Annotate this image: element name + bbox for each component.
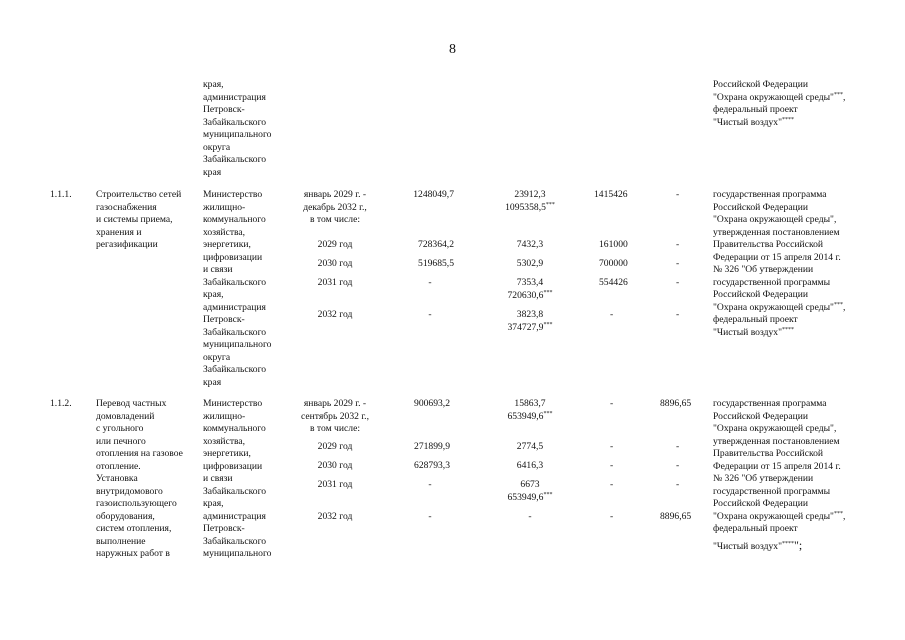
year-federal [490,309,570,334]
year-other: - [676,239,680,250]
cell-line: в том числе: [309,214,360,225]
cell-line: энергетики, [203,239,251,250]
cell-line: газоснабжения [96,201,157,213]
year-federal: 5302,9 [516,258,544,269]
line-text: "Чистый воздух" [713,116,782,128]
cell-line: энергетики, [203,448,251,459]
footnote-mark: *** [545,201,555,208]
cell-line: систем отопления, [96,523,172,534]
year-regional: - [610,309,614,320]
cell-line: 15863,7 [514,398,546,409]
year-label: 2031 год [317,277,353,288]
cell-line: муниципального [203,339,272,350]
row-regional-funds: 1415426 [594,189,628,200]
cell-line: края [203,376,222,388]
cell-line: Министерство [203,398,263,409]
cell-line [713,511,845,524]
line-text: "Чистый воздух" [713,326,782,338]
cell-line: Забайкальского [203,154,267,165]
year-regional: 161000 [599,239,628,250]
cell-line: 3823,8 [516,309,544,320]
row-program [713,398,845,553]
cell-line: 6673 [520,479,540,490]
cell-line: "Охрана окружающей среды", [713,423,837,434]
cell-line: в том числе: [309,423,360,434]
cell-line: округа [203,141,231,153]
row-other-funds: 8896,65 [660,398,692,409]
cell-line: муниципального [203,548,272,559]
cell-line: администрация [203,301,266,313]
row-regional-funds: - [610,398,614,409]
year-federal: 2774,5 [516,441,544,452]
year-total: 271899,9 [414,441,450,452]
line-text: 374727,9 [507,321,544,333]
cell-line: Петровск- [203,104,245,115]
cell-line: Российской Федерации [713,410,808,422]
line-text: "Чистый воздух" [713,540,782,552]
footnote-mark: *** [833,510,843,517]
cell-line: Правительства Российской [713,239,824,250]
year-other: - [676,258,680,269]
cell-line [490,492,570,505]
footnote-mark: **** [781,326,794,333]
cell-line: жилищно- [203,201,246,213]
row-total: 1248049,7 [413,189,454,200]
year-federal: 6416,3 [516,460,544,471]
cell-line: Строительство сетей [96,189,182,200]
row-period [290,189,380,227]
cell-line: и связи [203,264,233,275]
line-suffix: , [842,91,846,103]
cell-line: утвержденная постановлением [713,435,840,447]
row-period [290,398,380,436]
year-total: - [428,479,432,490]
cell-line [713,327,845,340]
cell-line: Российской Федерации [713,289,808,300]
year-total: 628793,3 [414,460,450,471]
closing-mark: "; [793,537,803,552]
cell-line: цифровизации [203,460,263,472]
cell-line [490,411,570,424]
year-label: 2029 год [317,441,353,452]
year-label: 2030 год [317,258,353,269]
cell-line: отопления на газовое [96,448,183,459]
year-label: 2031 год [317,479,353,490]
year-regional: 554426 [599,277,628,288]
year-federal [490,479,570,504]
cell-line: Забайкальского [203,326,267,338]
row-total: 900693,2 [414,398,450,409]
cell-line: № 326 "Об утверждении [713,264,814,275]
cell-line: "Охрана окружающей среды", [713,214,837,225]
cell-line: муниципального [203,129,272,140]
row-name [96,398,183,561]
cell-line: Российской Федерации [713,79,808,90]
cell-line: внутридомового [96,485,163,497]
row-name [96,189,181,252]
cell-line: Петровск- [203,523,245,534]
cell-line: оборудования, [96,510,155,522]
cell-line: выполнение [96,535,146,547]
cell-line: края, [203,289,224,300]
line-text: 653949,6 [507,491,544,503]
row-executor [203,398,271,561]
cell-line: и связи [203,473,233,484]
year-total: - [428,511,432,522]
cell-line: Правительства Российской [713,448,824,459]
cell-line: утвержденная постановлением [713,226,840,238]
line-text: "Охрана окружающей среды" [713,510,834,522]
year-regional: - [610,511,614,522]
cell-line: 7353,4 [516,277,544,288]
cell-line: федеральный проект [713,104,798,115]
cell-line: Федерации от 15 апреля 2014 г. [713,460,841,472]
footnote-mark: *** [833,301,843,308]
cell-line: жилищно- [203,410,246,422]
cell-line: отопление. [96,460,141,472]
cell-line: государственной программы [713,485,831,497]
year-label: 2029 год [317,239,353,250]
cell-line: Федерации от 15 апреля 2014 г. [713,251,841,263]
cell-line: № 326 "Об утверждении [713,473,814,484]
cell-line: администрация [203,510,266,522]
cell-line: газоиспользующего [96,498,177,509]
cell-line: края [203,166,222,178]
cell-line: Российской Федерации [713,498,808,509]
cell-line: федеральный проект [713,523,798,534]
cell-line: регазификации [96,239,158,250]
cell-line: сентябрь 2032 г., [301,410,369,422]
year-regional: - [610,460,614,471]
cell-line [713,539,845,554]
cell-line: округа [203,351,231,363]
footnote-mark: *** [543,491,553,498]
year-label: 2032 год [317,309,353,320]
cell-line: Забайкальского [203,364,267,375]
year-total: 519685,5 [418,258,454,269]
cell-line: или печного [96,435,146,447]
year-other: - [676,277,680,288]
cell-line: Петровск- [203,314,245,325]
year-other: - [676,441,680,452]
year-regional: - [610,441,614,452]
year-total: - [428,309,432,320]
cell-line: Забайкальского [203,485,267,497]
line-suffix: , [842,301,846,313]
cell-line: хозяйства, [203,226,246,238]
cell-line: государственная программа [713,189,827,200]
year-federal: - [528,511,532,522]
cell-line: январь 2029 г. - [303,189,367,200]
footnote-mark: **** [781,116,794,123]
year-other: - [676,460,680,471]
footnote-mark: *** [833,91,843,98]
cell-line: цифровизации [203,251,263,263]
cell-line: Министерство [203,189,263,200]
cell-line [490,202,570,215]
top-program-cell [713,79,845,129]
year-other: 8896,65 [660,511,692,522]
cell-line [490,290,570,303]
top-executor-cell [203,79,271,179]
year-federal [490,277,570,302]
row-executor [203,189,271,389]
cell-line: государственной программы [713,276,831,288]
line-text: 653949,6 [507,410,544,422]
year-label: 2032 год [317,511,353,522]
footnote-mark: *** [543,289,553,296]
cell-line: и системы приема, [96,214,173,225]
year-regional: - [610,479,614,490]
cell-line: декабрь 2032 г., [303,201,367,213]
cell-line: края, [203,498,224,509]
year-regional: 700000 [599,258,628,269]
year-label: 2030 год [317,460,353,471]
cell-line: Забайкальского [203,535,267,547]
cell-line: Забайкальского [203,116,267,128]
row-other-funds: - [676,189,680,200]
row-program [713,189,845,339]
cell-line: края, [203,79,224,90]
cell-line: домовладений [96,410,155,422]
cell-line [713,302,845,315]
row-number: 1.1.1. [50,189,72,200]
cell-line: 23912,3 [514,189,546,200]
year-other: - [676,309,680,320]
cell-line: с угольного [96,423,144,434]
cell-line: хранения и [96,226,142,238]
line-text: 720630,6 [507,289,544,301]
line-text: 1095358,5 [505,201,546,213]
cell-line: Перевод частных [96,398,167,409]
cell-line: коммунального [203,214,266,225]
cell-line: январь 2029 г. - [303,398,367,409]
cell-line: наружных работ в [96,548,170,559]
footnote-mark: *** [543,321,553,328]
cell-line: государственная программа [713,398,827,409]
cell-line [713,92,845,105]
cell-line: Забайкальского [203,276,267,288]
year-total: 728364,2 [418,239,454,250]
cell-line: федеральный проект [713,314,798,325]
cell-line: Установка [96,473,138,484]
footnote-mark: **** [781,540,794,547]
cell-line: хозяйства, [203,435,246,447]
cell-line [490,322,570,335]
line-text: "Охрана окружающей среды" [713,301,834,313]
cell-line: коммунального [203,423,266,434]
row-federal-funds [490,398,570,423]
row-number: 1.1.2. [50,398,72,409]
year-total: - [428,277,432,288]
footnote-mark: *** [543,410,553,417]
row-federal-funds [490,189,570,214]
year-federal: 7432,3 [516,239,544,250]
year-other: - [676,479,680,490]
page-number: 8 [449,42,456,57]
cell-line: администрация [203,91,266,103]
line-suffix: , [842,510,846,522]
cell-line: Российской Федерации [713,201,808,213]
cell-line [713,117,845,130]
line-text: "Охрана окружающей среды" [713,91,834,103]
